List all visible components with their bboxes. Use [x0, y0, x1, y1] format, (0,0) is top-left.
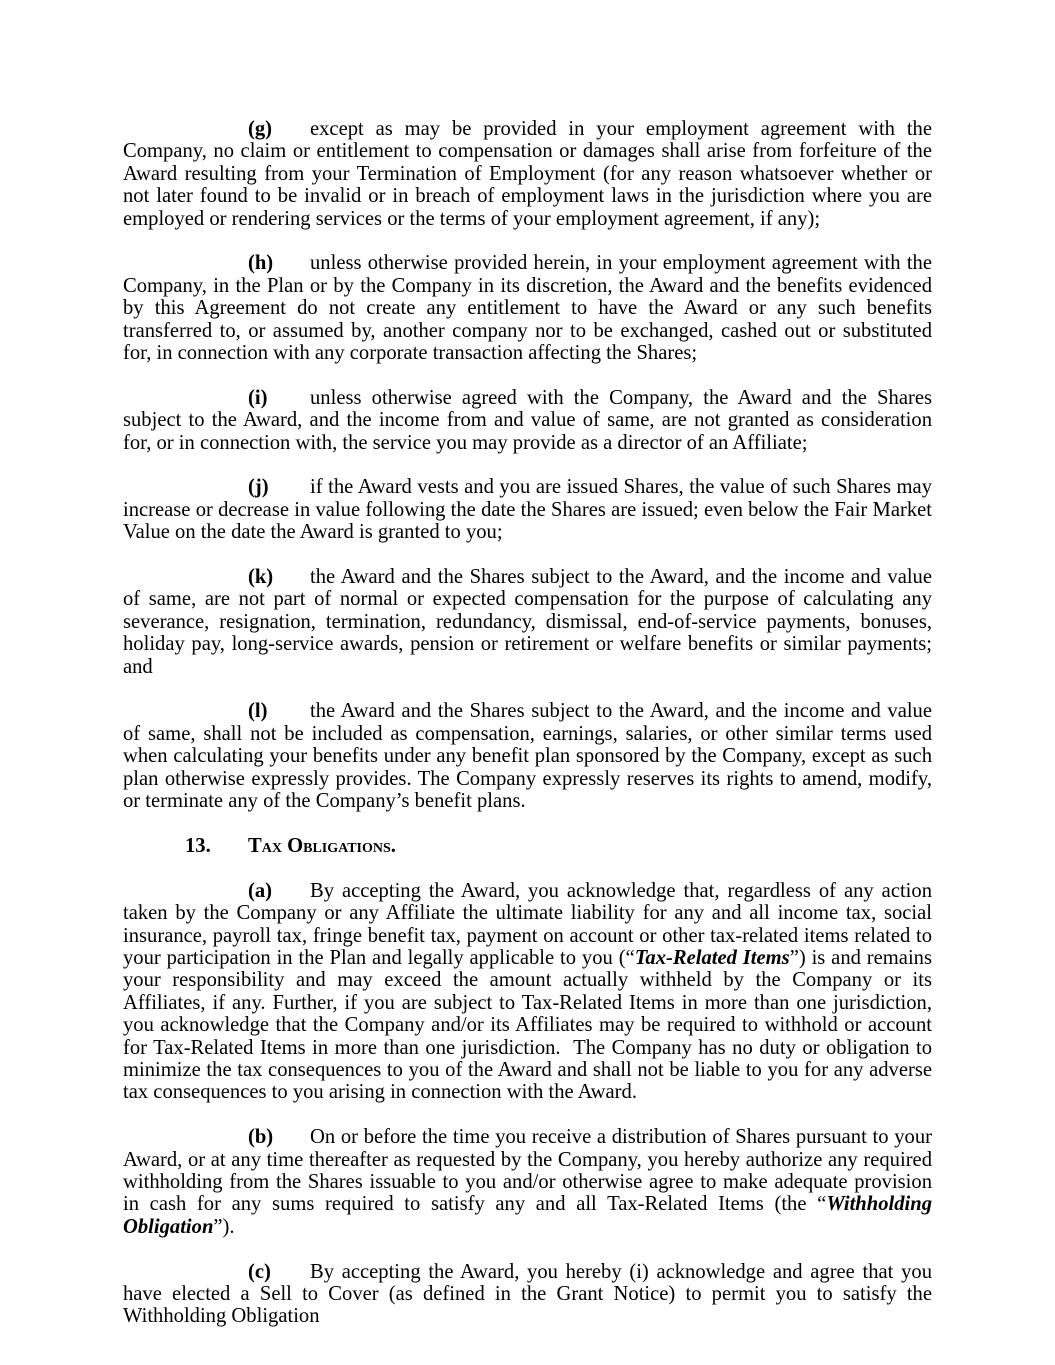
document-content [123, 118, 932, 1328]
section-heading [123, 835, 932, 857]
paragraph-label: (b) [248, 1126, 274, 1149]
paragraph-h [123, 252, 932, 364]
section-title: Tax Obligations. [248, 834, 396, 857]
paragraph-label: (l) [248, 700, 268, 723]
paragraph-a [123, 880, 932, 1104]
paragraph-label: (a) [248, 879, 273, 902]
paragraph-text: unless otherwise agreed with the Company, the Award and the Shares subject to the Award, and the income from and value of same, are not granted as consideration for, or in connection with, the service you may provide as a director of an Affiliate; [123, 386, 932, 454]
paragraph-text: By accepting the Award, you hereby (i) acknowledge and agree that you have elected a Sell to Cover (as defined in the Grant Notice) to permit you to satisfy the Withholding Obligation [123, 1260, 932, 1328]
paragraph-i [123, 387, 932, 454]
paragraph-l [123, 700, 932, 812]
defined-term: Tax-Related Items [634, 946, 790, 969]
paragraph-text: except as may be provided in your employment agreement with the Company, no claim or entitlement to compensation or damages shall arise from forfeiture of the Award resulting from your Termination of Employment (for any reason whatsoever whether or not later found to be invalid or in breach of employment laws in the jurisdiction where you are employed or rendering services or the terms of your employment agreement, if any); [123, 118, 932, 230]
paragraph-text: unless otherwise provided herein, in your employment agreement with the Company, in the Plan or by the Company in its discretion, the Award and the benefits evidenced by this Agreement do not create any entitlement to have the Award or any such benefits transferred to, or assumed by, another company nor to be exchanged, cashed out or substituted for, in connection with any corporate transaction affecting the Shares; [123, 252, 932, 365]
paragraph-label: (k) [248, 566, 274, 589]
paragraph-label: (g) [248, 118, 273, 140]
paragraph-g [123, 118, 932, 230]
paragraph-label: (j) [248, 476, 269, 499]
paragraph-label: (c) [248, 1260, 271, 1283]
paragraph-b [123, 1126, 932, 1238]
paragraph-text: if the Award vests and you are issued Shares, the value of such Shares may increase or decrease in value following the date the Shares are issued; even below the Fair Market Value on the date the Award is granted to you; [123, 476, 932, 544]
paragraph-text: By accepting the Award, you acknowledge that, regardless of any action taken by the Company or any Affiliate the ultimate liability for any and all income tax, social insurance, payroll tax, fringe benefit tax, payment on account or other tax-related items related to your participation in the Plan and legally applicable to you (“ [123, 879, 932, 969]
paragraph-c [123, 1261, 932, 1328]
paragraph-j [123, 476, 932, 543]
paragraph-label: (i) [248, 386, 268, 409]
paragraph-text: the Award and the Shares subject to the Award, and the income and value of same, shall not be included as compensation, earnings, salaries, or other similar terms used when calculating your benefits under any benefit plan sponsored by the Company, except as such plan otherwise expressly provides. The Company expressly reserves its rights to amend, modify, or terminate any of the Company’s benefit plans. [123, 700, 932, 813]
section-number: 13. [185, 834, 211, 857]
paragraph-text: ”) is and remains your responsibility and may exceed the amount actually withheld by the Company or its Affiliates, if any. Further, if you are subject to Tax-Related Items in more than one jurisdiction, you acknowledge that the Company and/or its Affiliates may be required to withhold or account for Tax-Related Items in more than one jurisdiction. The Company has no duty or obligation to minimize the tax consequences to you of the Award and shall not be liable to you for any adverse tax consequences to you arising in connection with the Award. [123, 946, 932, 1104]
paragraph-text: the Award and the Shares subject to the Award, and the income and value of same, are not part of normal or expected compensation for the purpose of calculating any severance, resignation, termination, redundancy, dismissal, end-of-service payments, bonuses, holiday pay, long-service awards, pension or retirement or welfare benefits or similar payments; and [123, 566, 932, 678]
paragraph-label: (h) [248, 252, 274, 275]
paragraph-text: On or before the time you receive a distribution of Shares pursuant to your Award, or at any time thereafter as requested by the Company, you hereby authorize any required withholding from the Shares issuable to you and/or otherwise agree to make adequate provision in cash for any sums required to satisfy any and all Tax-Related Items (the “ [123, 1126, 932, 1216]
paragraph-text: ”). [213, 1215, 235, 1238]
paragraph-k [123, 566, 932, 678]
defined-term: Withholding Obligation [123, 1193, 932, 1238]
